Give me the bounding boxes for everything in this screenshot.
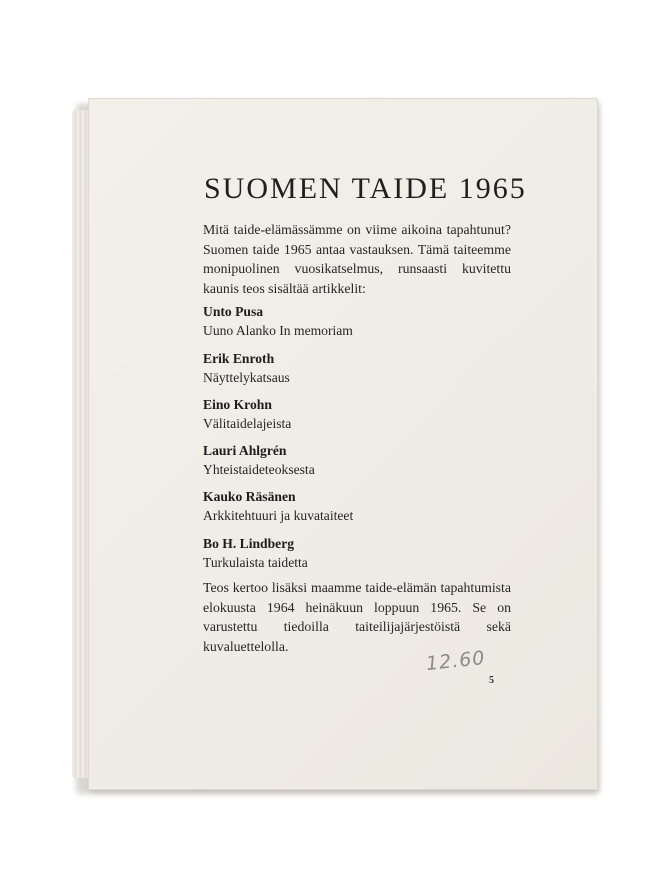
article-entry bbox=[203, 349, 513, 387]
article-entry bbox=[203, 441, 513, 479]
article-author: Bo H. Lindberg bbox=[203, 536, 295, 551]
article-title: Turkulaista taidetta bbox=[203, 555, 308, 570]
article-author: Unto Pusa bbox=[203, 304, 264, 319]
article-author: Erik Enroth bbox=[203, 351, 275, 366]
article-title: Näyttelykatsaus bbox=[203, 370, 290, 385]
article-entry bbox=[203, 534, 513, 572]
article-entry bbox=[203, 302, 513, 340]
article-author: Lauri Ahlgrén bbox=[203, 443, 287, 458]
article-title: Arkkitehtuuri ja kuvataiteet bbox=[203, 508, 354, 523]
page-number: 5 bbox=[489, 675, 494, 686]
book-title: SUOMEN TAIDE 1965 bbox=[204, 172, 527, 205]
intro-paragraph: Mitä taide-elämässämme on viime aikoina tapahtunut? Suomen taide 1965 antaa vastauksen. Tämä taiteemme monipuolinen vuosikatselmus, runsaasti kuvitettu kaunis teos sisältää artikkelit: bbox=[203, 222, 511, 296]
article-title: Uuno Alanko In memoriam bbox=[203, 323, 353, 338]
article-author: Eino Krohn bbox=[203, 397, 272, 412]
article-title: Yhteistaideteoksesta bbox=[203, 462, 315, 477]
article-author: Kauko Räsänen bbox=[203, 489, 296, 504]
pencil-price-note: 12.60 bbox=[425, 646, 487, 676]
article-entry bbox=[203, 395, 513, 433]
article-entry bbox=[203, 487, 513, 525]
outro-paragraph: Teos kertoo lisäksi maamme taide-elämän tapahtumista elokuusta 1964 heinäkuun loppuun 1965. Se on varustettu tiedoilla taiteilijajärjestöistä sekä kuvaluettelolla. bbox=[203, 580, 511, 654]
article-title: Välitaidelajeista bbox=[203, 416, 292, 431]
